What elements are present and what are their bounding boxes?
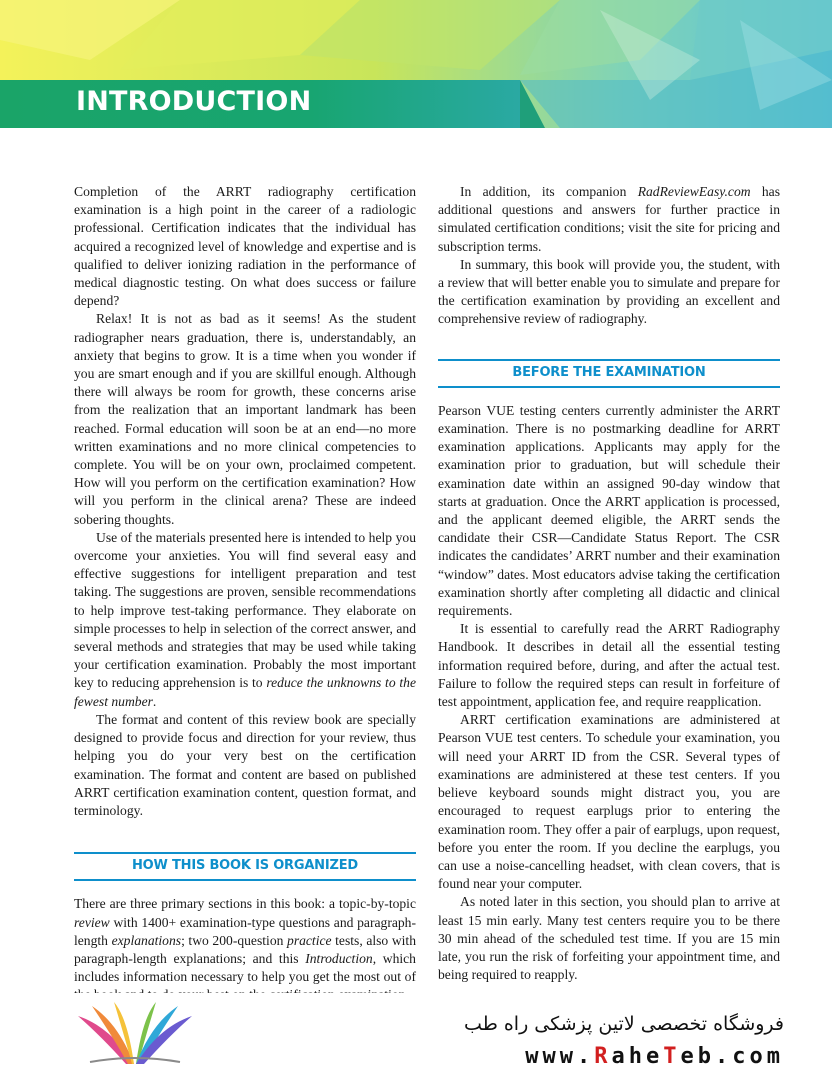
store-name-persian: فروشگاه تخصصی لاتین پزشکی راه طب — [464, 1013, 784, 1035]
section-heading-before-exam: BEFORE THE EXAMINATION — [438, 359, 780, 388]
organized-paragraph: There are three primary sections in this book: a topic-by-topic review with 1400+ examination-type questions and paragraph-length explanations; two 200-question practice tests, also with paragraph-length explanations; and this Introduction, which includes information necessary to help you get the most out of — [74, 896, 416, 985]
website-reference: RadReviewEasy.com — [637, 184, 751, 199]
right-text-column — [438, 183, 780, 984]
store-website-url: www.RaheTeb.com — [525, 1044, 784, 1069]
intro-paragraph-2: Relax! It is not as bad as it seems! As the student radiographer nears graduation, there is, understandably, an anxiety that begins to grow. It is a time when you wonder if you are smart enough and if you are skillful enough. Although there will always be room for growth, these concerns arise from the realization that an important landmark has been reached. Formal education will soon be at an end—no more written examinations and no more clinical competencies to complete. You will be on your own, proclaimed competent. How will you perform on the certification examination? How will you perform in the clinical arena? These are indeed sobering thoughts. — [74, 311, 416, 527]
left-text-column — [74, 183, 416, 1005]
intro-paragraph-4: The format and content of this review book are specially designed to provide focus and direction for your review, thus helping you do your very best on the certification examination. The format and content are based on published ARRT certification examination content, question format, and terminology. — [74, 711, 416, 818]
section-heading-organized: HOW THIS BOOK IS ORGANIZED — [74, 852, 416, 881]
before-paragraph-2: It is essential to carefully read the ARRT Radiography Handbook. It describes in detail all the essential testing information required before, during, and after the actual test. Failure to follow the required steps can result in forfeiture of test appointment, application fee, and require reapplication. — [438, 621, 780, 710]
before-paragraph-4: As noted later in this section, you should plan to arrive at least 15 min early. Many test centers require you to be there 30 min ahead of the scheduled test time. If you are 15 min late, you run the risk of forfeiting your appointment time, and being required to reapply. — [438, 894, 780, 983]
emphasis-text: reduce the unknowns to the fewest number — [74, 675, 416, 709]
open-book-rainbow-logo-icon — [70, 1002, 200, 1074]
companion-paragraph: In addition, its companion RadReviewEasy.com has additional questions and answers for further practice in simulated certification conditions; visit the site for pricing and subscription terms. — [438, 184, 780, 254]
before-paragraph-3: ARRT certification examinations are administered at Pearson VUE test centers. To schedule your examination, you will need your ARRT ID from the CSR. Several types of examinations are administered at these test centers. If you believe keyboard sounds might distract you, you are encouraged to request earplugs prior to entering the examination room. They offer a pair of earplugs, upon request, before you enter the room. If you decline the earplugs, you can use a noise-cancelling headset, with clean covers, that is found near your computer. — [438, 712, 780, 892]
chapter-title: INTRODUCTION — [76, 86, 312, 117]
summary-paragraph: In summary, this book will provide you, the student, with a review that will better enable you to simulate and prepare for the certification examination by providing an excellent and comprehensive review of radiography. — [438, 256, 780, 327]
intro-paragraph-3: Use of the materials presented here is intended to help you overcome your anxieties. You will find several easy and effective suggestions for intelligent preparation and test taking. The suggestions are proven, sensible recommendations to help improve test-taking performance. They elaborate on simple processes to help in selection of the correct answer, and several methods and strategies that may be used while taking your certification examination. Probably the most important key to reducing apprehension is to reduce the unknowns to the fewest number. — [74, 529, 416, 709]
before-paragraph-1: Pearson VUE testing centers currently administer the ARRT examination. There is no postmarking deadline for ARRT examination applications. Applicants may apply for the examination prior to graduation, but will schedule their examination date within an assigned 90-day window that starts at graduation. Once the ARRT application is processed, and the applicant deemed eligible, the ARRT sends the candidate their CSR—Candidate Status Report. The CSR indicates the candidates’ ARRT number and their examination “window” dates. Most educators advise taking the certification examination shortly after completing all didactic and clinical requirements. — [438, 402, 781, 619]
intro-paragraph-1: Completion of the ARRT radiography certification examination is a high point in the career of a radiologic professional. Certification indicates that the individual has acquired a recognized level of knowledge and expertise and is qualified to deliver ionizing radiation in the performance of medical diagnostic testing. On what does success or failure depend? — [74, 184, 416, 309]
chapter-header-banner — [0, 0, 832, 128]
